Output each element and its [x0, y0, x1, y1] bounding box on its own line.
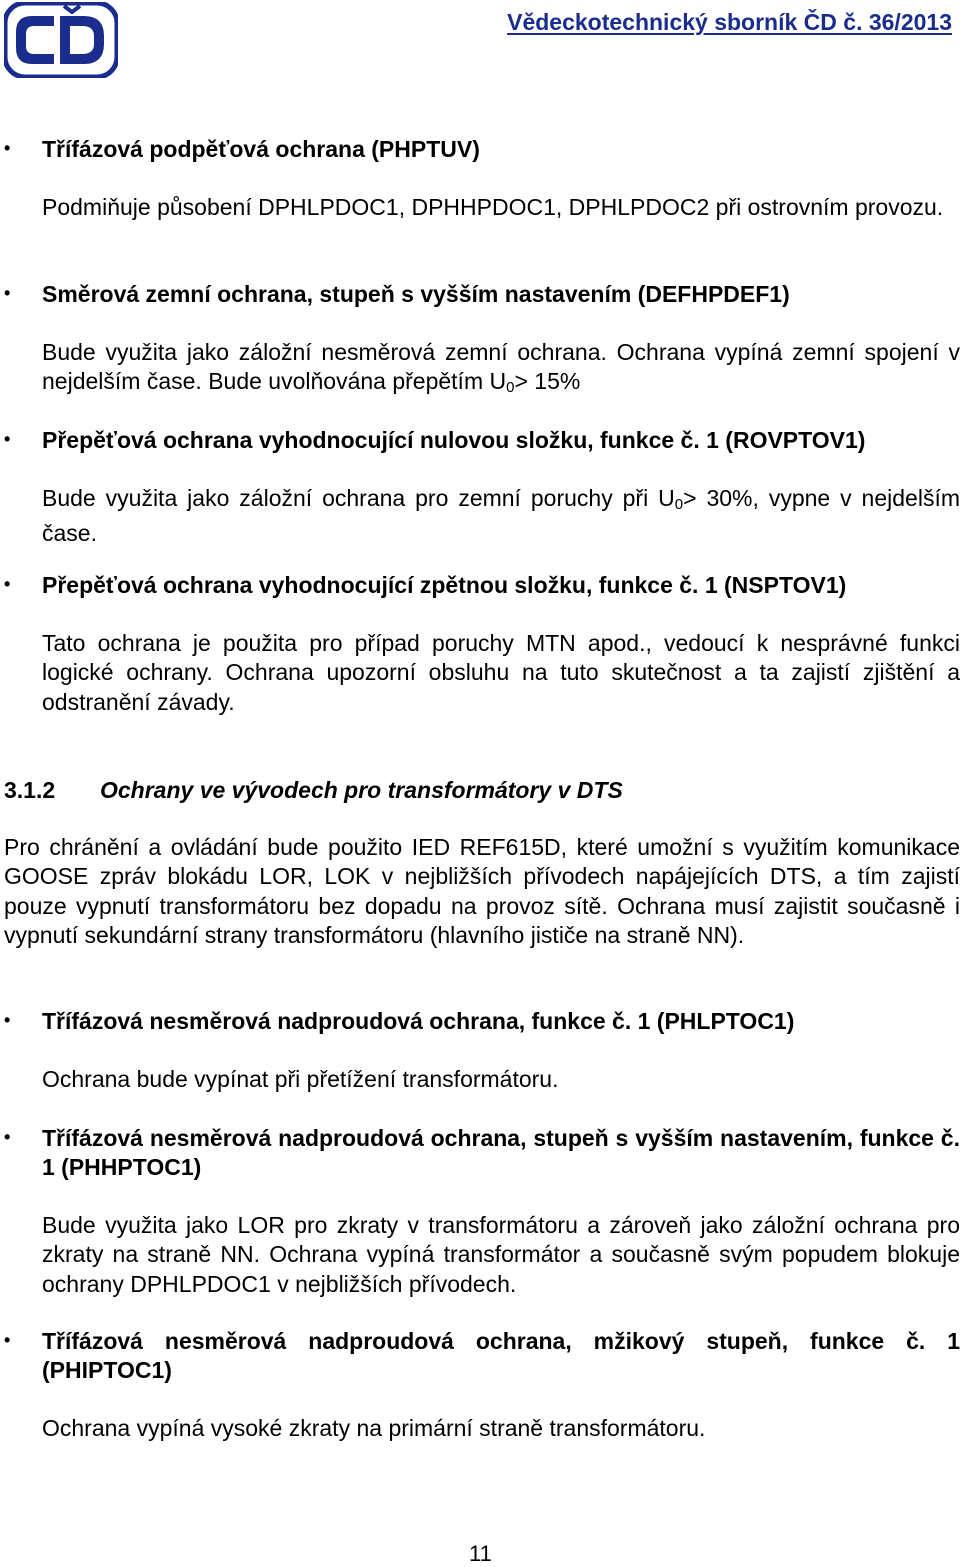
bullet-marker: •	[4, 1127, 11, 1147]
item-text: Ochrana bude vypínat při přetížení transformátoru.	[42, 1066, 559, 1092]
journal-title: Vědeckotechnický sborník ČD č. 36/2013	[507, 9, 952, 35]
bullet-marker: •	[4, 429, 11, 449]
item-text	[42, 338, 960, 403]
section-heading	[4, 776, 960, 805]
item-text	[42, 484, 960, 549]
section-number: 3.1.2	[4, 777, 56, 803]
section-paragraph: Pro chránění a ovládání bude použito IED REF615D, které umožní s využitím komunikace GOOSE zpráv blokádu LOR, LOK v nejbližších přívodech napájejících DTS, a tím zajistí pouze vypnutí transformátoru bez dopadu na provoz sítě. Ochrana musí zajistit současně i vypnutí sekundární strany transformátoru (hlavního jističe na straně NN).	[4, 834, 960, 948]
bullet-marker: •	[4, 1330, 11, 1350]
bullet-marker: •	[4, 1010, 11, 1030]
item-heading: Třífázová nesměrová nadproudová ochrana, funkce č. 1 (PHLPTOC1)	[42, 1008, 795, 1034]
item-text: Ochrana vypíná vysoké zkraty na primární straně transformátoru.	[42, 1415, 706, 1441]
item-heading: Směrová zemní ochrana, stupeň s vyšším nastavením (DEFHPDEF1)	[42, 281, 790, 307]
item-heading: Třífázová podpěťová ochrana (PHPTUV)	[42, 136, 480, 162]
item-text: Bude využita jako LOR pro zkraty v transformátoru a zároveň jako záložní ochrana pro zkraty na straně NN. Ochrana vypíná transformátor a současně svým popudem blokuje ochrany DPHLPDOC1 v nejbližších přívodech.	[42, 1212, 960, 1297]
item-heading: Třífázová nesměrová nadproudová ochrana, stupeň s vyšším nastavením, funkce č. 1 (PHHPTOC1)	[42, 1125, 960, 1180]
text-part: > 30%, vypne v nejdelším čase.	[42, 485, 960, 547]
section-title: Ochrany ve vývodech pro transformátory v DTS	[100, 777, 623, 803]
bullet-marker: •	[4, 574, 11, 594]
text-part: > 15%	[514, 368, 581, 395]
item-heading: Přepěťová ochrana vyhodnocující zpětnou složku, funkce č. 1 (NSPTOV1)	[42, 572, 847, 598]
bullet-marker: •	[4, 138, 11, 158]
item-heading: Přepěťová ochrana vyhodnocující nulovou složku, funkce č. 1 (ROVPTOV1)	[42, 427, 866, 453]
text-part: Bude využita jako záložní nesměrová zemní ochrana. Ochrana vypíná zemní spojení v nejdelším čase. Bude uvolňována přepětím U	[42, 339, 960, 395]
item-text: Tato ochrana je použita pro případ poruchy MTN apod., vedoucí k nesprávné funkci logické ochrany. Ochrana upozorní obsluhu na tuto skutečnost a ta zajistí zjištění a odstranění závady.	[42, 630, 960, 715]
text-part: Bude využita jako záložní ochrana pro zemní poruchy při U	[42, 485, 675, 511]
page-number: 11	[469, 1541, 492, 1566]
bullet-marker: •	[4, 283, 11, 303]
item-heading: Třífázová nesměrová nadproudová ochrana, mžikový stupeň, funkce č. 1 (PHIPTOC1)	[42, 1328, 960, 1383]
item-text: Podmiňuje působení DPHLPDOC1, DPHHPDOC1, DPHLPDOC2 při ostrovním provozu.	[42, 194, 944, 220]
cd-logo	[4, 2, 118, 78]
subscript: 0	[674, 496, 684, 513]
subscript: 0	[506, 379, 515, 397]
